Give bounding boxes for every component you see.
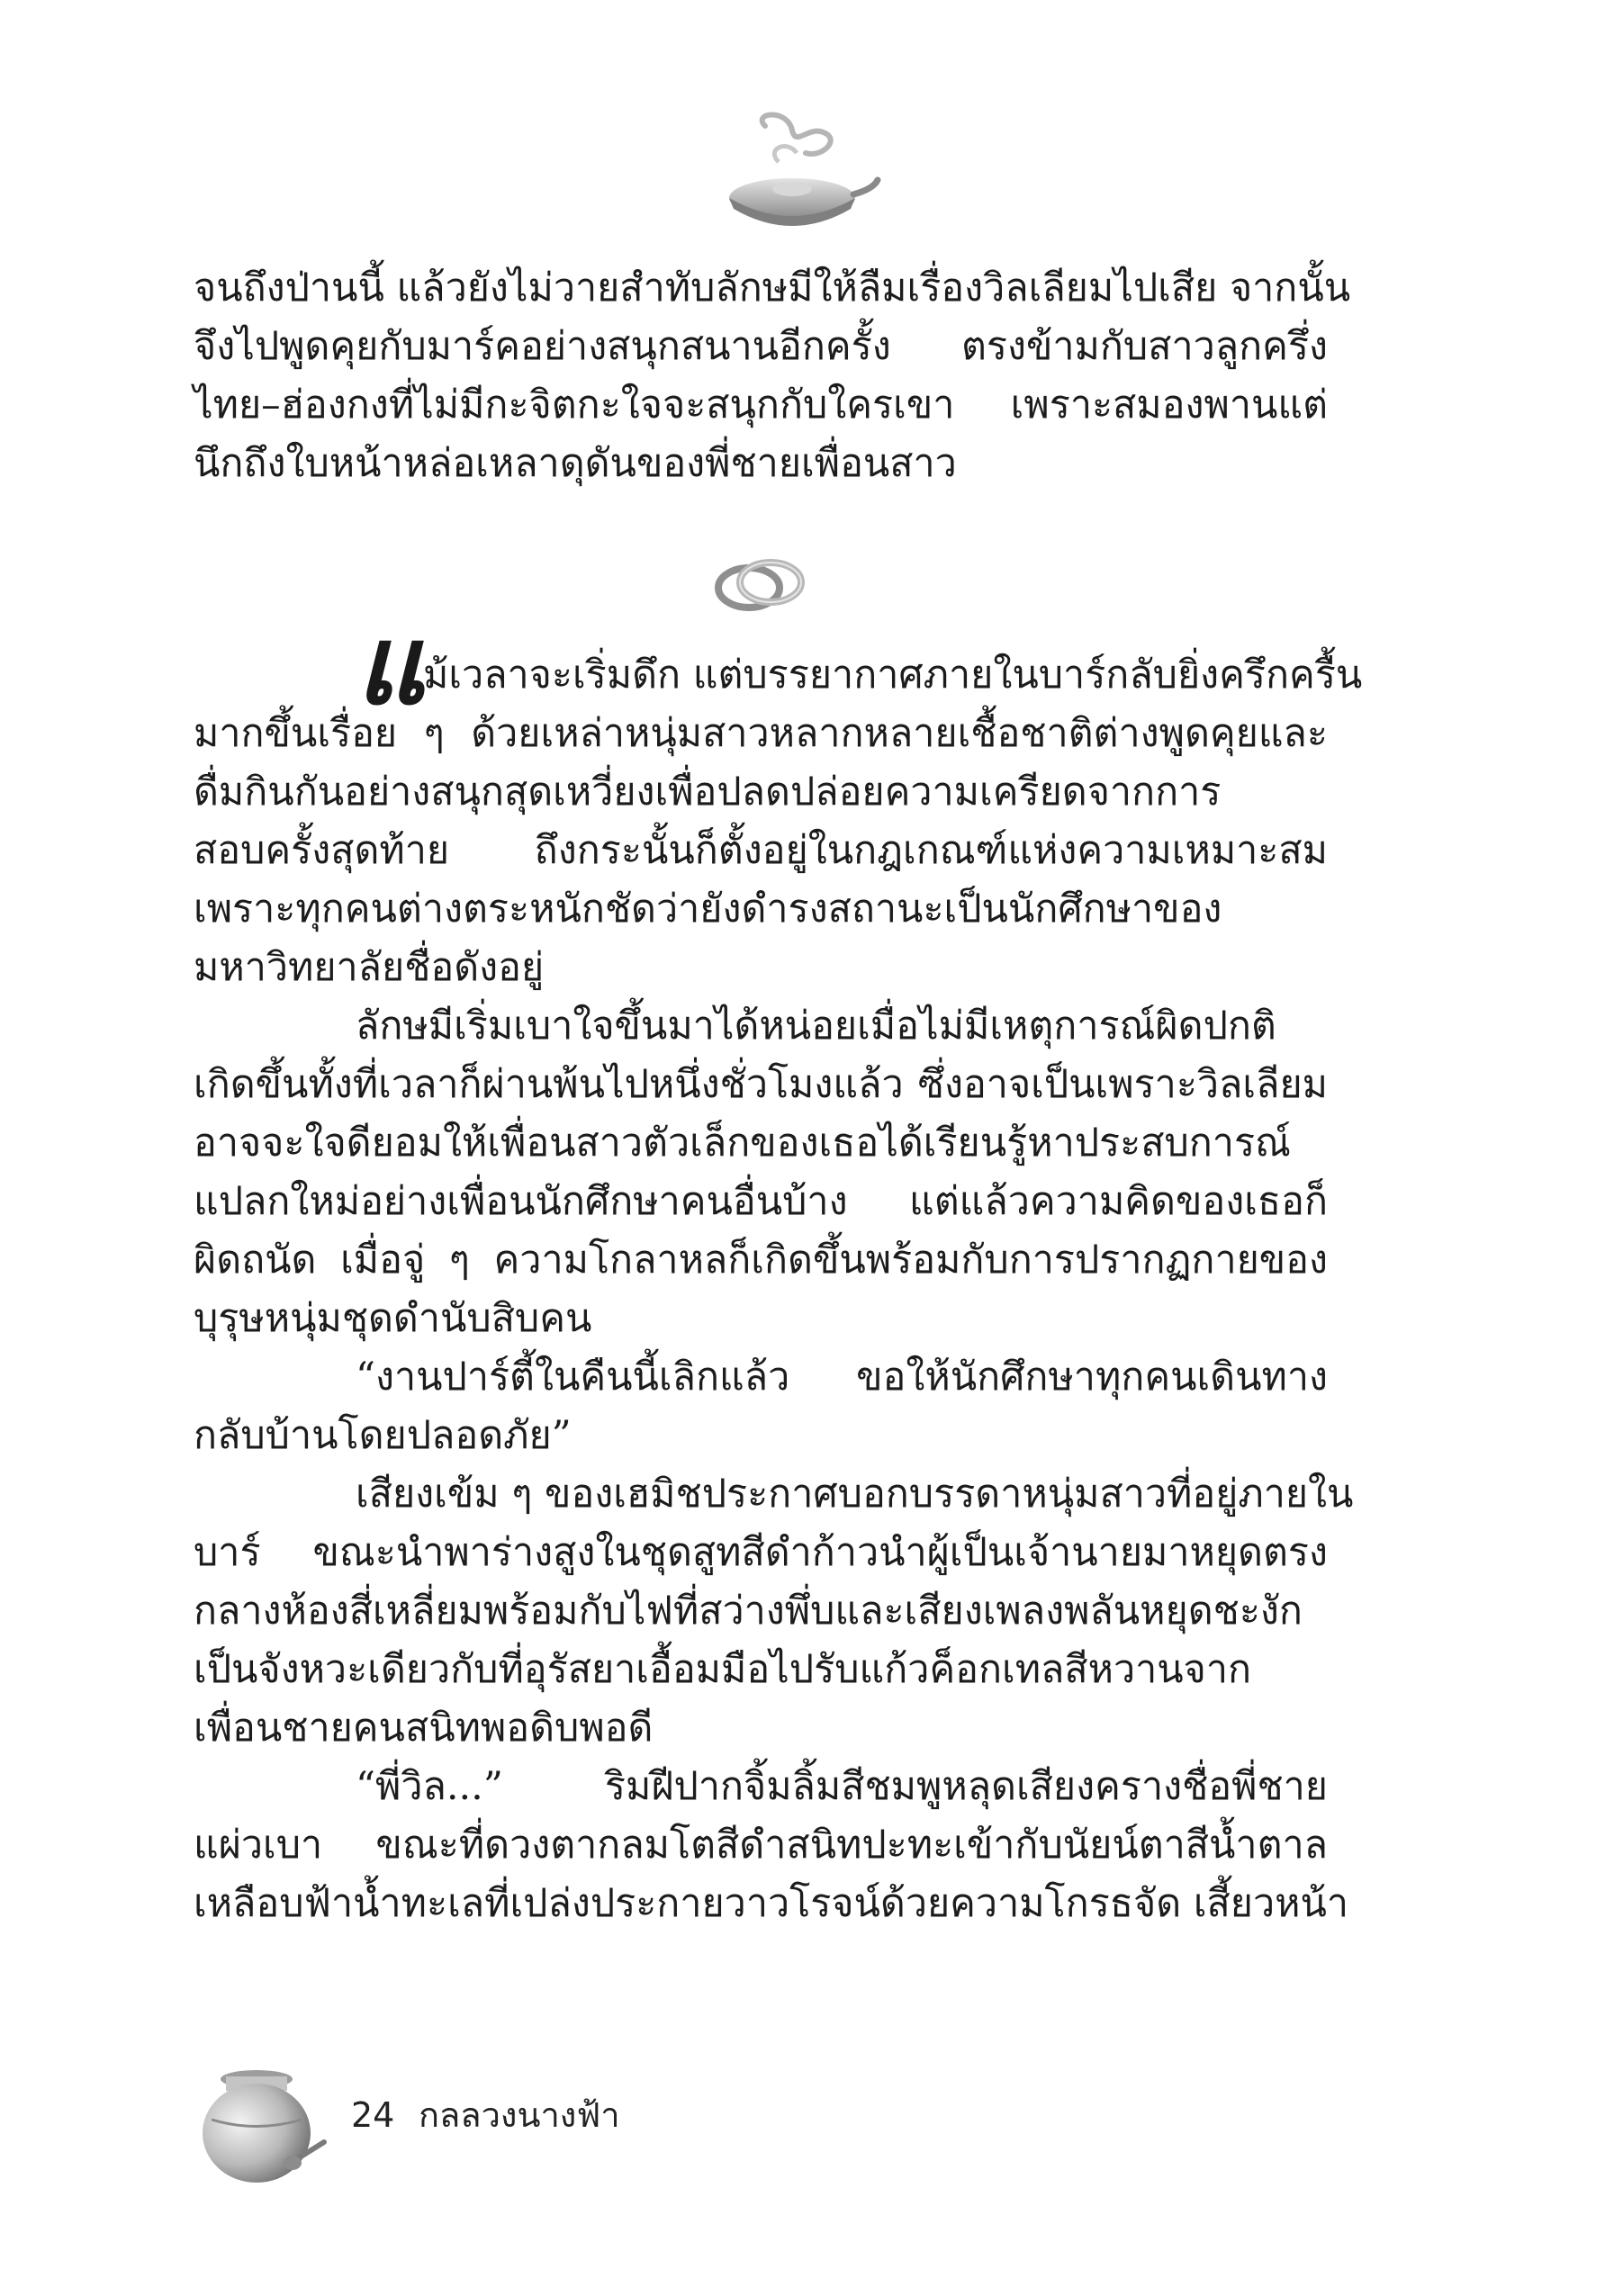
text-line: ผิดถนัด เมื่อจู่ ๆ ความโกลาหลก็เกิดขึ้นพร้อมกับการปรากฏกายของ: [194, 1238, 1328, 1283]
text-line: เป็นจังหวะเดียวกับที่อุรัสยาเอื้อมมือไปรับแก้วค็อกเทลสีหวานจาก: [194, 1647, 1252, 1692]
text-line: ลักษมีเริ่มเบาใจขึ้นมาได้หน่อยเมื่อไม่มีเหตุการณ์ผิดปกติ: [356, 1004, 1276, 1049]
text-line: เสียงเข้ม ๆ ของเฮมิชประกาศบอกบรรดาหนุ่มสาวที่อยู่ภายใน: [356, 1472, 1354, 1517]
text-line: กลางห้องสี่เหลี่ยมพร้อมกับไฟที่สว่างพึ่บและเสียงเพลงพลันหยุดชะงัก: [194, 1589, 1303, 1634]
text-line: นึกถึงใบหน้าหล่อเหลาดุดันของพี่ชายเพื่อนสาว: [194, 441, 957, 486]
text-line: ไทย–ฮ่องกงที่ไม่มีกะจิตกะใจจะสนุกกับใครเขา เพราะสมองพานแต่: [194, 383, 1328, 428]
text-line: เหลือบฟ้าน้ำทะเลที่เปล่งประกายวาวโรจน์ด้วยความโกรธจัด เสี้ยวหน้า: [194, 1881, 1348, 1926]
text-line: เพราะทุกคนต่างตระหนักชัดว่ายังดำรงสถานะเป็นนักศึกษาของ: [194, 887, 1222, 932]
honey-pot-icon: [194, 2057, 329, 2192]
text-line: “พี่วิล...” ริมฝีปากจิ้มลิ้มสีชมพูหลุดเสียงครางชื่อพี่ชาย: [356, 1764, 1328, 1809]
text-line: เกิดขึ้นทั้งที่เวลาก็ผ่านพ้นไปหนึ่งชั่วโมงแล้ว ซึ่งอาจเป็นเพราะวิลเลียม: [194, 1062, 1328, 1107]
text-line: ม้เวลาจะเริ่มดึก แต่บรรยากาศภายในบาร์กลับยิ่งครึกครื้น: [423, 653, 1363, 698]
text-line: “งานปาร์ตี้ในคืนนี้เลิกแล้ว ขอให้นักศึกษาทุกคนเดินทาง: [356, 1355, 1328, 1400]
text-line: กลับบ้านโดยปลอดภัย”: [194, 1413, 572, 1458]
text-line: มากขึ้นเรื่อย ๆ ด้วยเหล่าหนุ่มสาวหลากหลายเชื้อชาติต่างพูดคุยและ: [194, 711, 1328, 756]
text-line: เพื่อนชายคนสนิทพอดิบพอดี: [194, 1706, 654, 1751]
text-line: มหาวิทยาลัยชื่อดังอยู่: [194, 945, 545, 990]
lamp-icon: [702, 108, 882, 243]
text-line: แผ่วเบา ขณะที่ดวงตากลมโตสีดำสนิทปะทะเข้ากับนัยน์ตาสีน้ำตาล: [194, 1823, 1328, 1868]
text-line: จึงไปพูดคุยกับมาร์คอย่างสนุกสนานอีกครั้ง ตรงข้ามกับสาวลูกครึ่ง: [194, 324, 1328, 369]
book-title: กลลวงนางฟ้า: [419, 2095, 620, 2135]
text-line: ดื่มกินกันอย่างสนุกสุดเหวี่ยงเพื่อปลดปล่อยความเครียดจากการ: [194, 770, 1222, 815]
drop-cap: แ: [356, 602, 417, 729]
rings-icon: [711, 554, 810, 617]
text-line: สอบครั้งสุดท้าย ถึงกระนั้นก็ตั้งอยู่ในกฎเกณฑ์แห่งความเหมาะสม: [194, 828, 1328, 873]
page-number: 24: [351, 2095, 395, 2135]
text-line: อาจจะใจดียอมให้เพื่อนสาวตัวเล็กของเธอได้เรียนรู้หาประสบการณ์: [194, 1121, 1291, 1166]
text-line: บาร์ ขณะนำพาร่างสูงในชุดสูทสีดำก้าวนำผู้เป็นเจ้านายมาหยุดตรง: [194, 1530, 1328, 1575]
text-line: จนถึงป่านนี้ แล้วยังไม่วายสำทับลักษมีให้ลืมเรื่องวิลเลียมไปเสีย จากนั้น: [194, 266, 1351, 311]
text-line: แปลกใหม่อย่างเพื่อนนักศึกษาคนอื่นบ้าง แต่แล้วความคิดของเธอก็: [194, 1179, 1328, 1224]
text-line: บุรุษหนุ่มชุดดำนับสิบคน: [194, 1296, 592, 1341]
